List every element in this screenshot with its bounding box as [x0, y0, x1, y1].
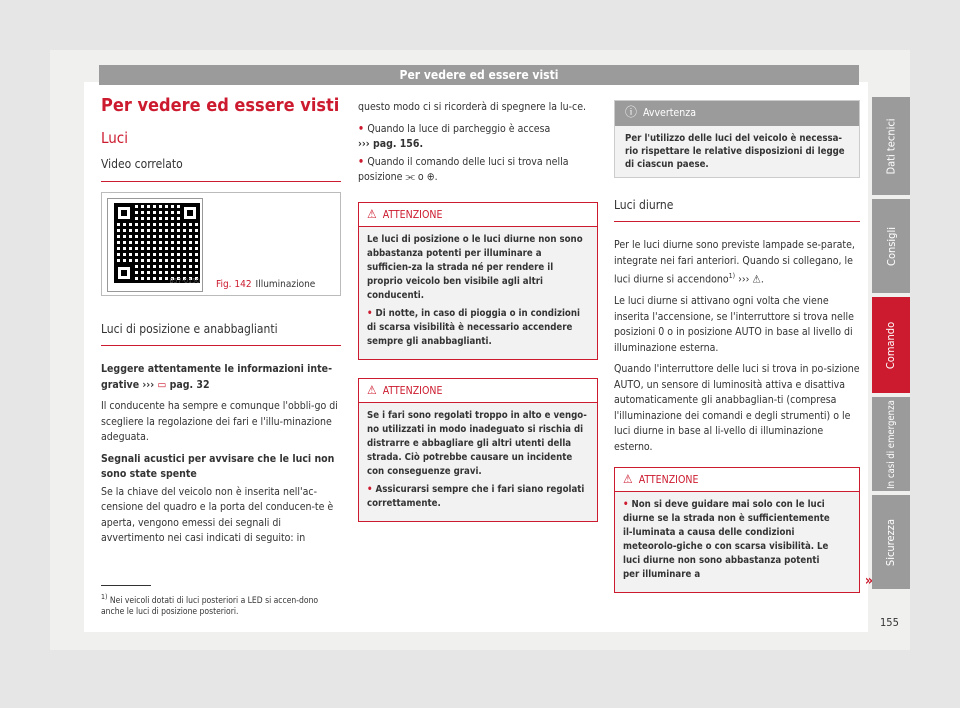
- column-1: [101, 95, 341, 553]
- column-2: [358, 100, 598, 534]
- list-item: • Quando il comando delle luci si trova nella posizione ⫘ o ⊕.: [358, 155, 598, 186]
- paragraph: Per le luci diurne sono previste lampade se-parate, integrate nei fari anteriori. Quando si collegano, le luci diurne si accendono$^{1)}$ ››› ⚠.: [614, 239, 855, 286]
- page-header: Per vedere ed essere visti: [99, 65, 859, 85]
- tab-consigli[interactable]: Consigli: [872, 199, 910, 293]
- warning-box: ⚠ ATTENZIONE Le luci di posizione o le luci diurne non sono abbastanza potenti per illuminare a sufficien-za la strada né per rendere il proprio veicolo ben visibile agli altri conducenti. • Di notte, in caso di pioggia o in condizioni di scarsa visibilità è necessario accendere sempre gli anabbaglianti.: [358, 202, 598, 360]
- paragraph: Il conducente ha sempre e comunque l'obbli-go di scegliere la regolazione dei fari e l'illu-minazione adeguata.: [101, 400, 338, 443]
- section-title: Luci diurne: [614, 198, 860, 223]
- warning-icon: ⚠: [623, 472, 633, 486]
- intro: Leggere attentamente le informazioni inte-grative ››› ▭ pag. 32: [101, 363, 332, 391]
- section-title: Luci di posizione e anabbaglianti: [101, 322, 341, 347]
- page-link[interactable]: ››› pag. 156.: [358, 138, 424, 150]
- page-number: 155: [880, 616, 899, 629]
- figure-id: B57-0150: [169, 277, 200, 285]
- info-icon: ⓘ: [625, 105, 638, 119]
- qr-code[interactable]: [107, 198, 203, 292]
- footnote: $^{1)}$ Nei veicoli dotati di luci posteriori a LED si accen-dono anche le luci di posizione posteriori.: [101, 593, 319, 617]
- paragraph: questo modo ci si ricorderà di spegnere la lu-ce.: [358, 101, 587, 113]
- info-box: ⓘ Avvertenza Per l'utilizzo delle luci del veicolo è necessa-rio rispettare le relative disposizioni di legge di ciascun paese.: [614, 100, 860, 178]
- column-3: [614, 100, 873, 605]
- video-icon: ▭: [157, 378, 167, 391]
- warning-box: ⚠ ATTENZIONE • Non si deve guidare mai solo con le luci diurne se la strada non è sufficientemente il-luminata a causa delle condizioni meteorolo-giche o con scarsa visibilità. Le luci diurne non sono abbastanza potenti per illuminare a »: [614, 467, 860, 593]
- video-title: Video correlato: [101, 157, 341, 182]
- continue-icon: »: [864, 573, 873, 589]
- footnote-rule: [101, 585, 151, 586]
- figure: [101, 192, 341, 296]
- tab-comando[interactable]: Comando: [872, 297, 910, 393]
- paragraph: Le luci diurne si attivano ogni volta che viene inserita l'accensione, se l'interruttore si trova nelle posizioni 0 o in posizione AUTO in base al livello di illuminazione esterna.: [614, 295, 854, 354]
- side-tabs: [872, 97, 910, 593]
- warning-box: ⚠ ATTENZIONE Se i fari sono regolati troppo in alto e vengo-no utilizzati in modo inadeguato si rischia di distrarre e abbagliare gli altri utenti della strada. Ciò potrebbe causare un incidente con conseguenze gravi. • Assicurarsi sempre che i fari siano regolati correttamente.: [358, 378, 598, 522]
- paragraph: Se la chiave del veicolo non è inserita nell'ac-censione del quadro e la porta del conducen-te è aperta, vengono emessi dei segnali di avvertimento nei casi indicati di seguito: in: [101, 485, 334, 544]
- paragraph: Quando l'interruttore delle luci si trova in po-sizione AUTO, un sensore di luminosità attiva e disattiva automaticamente gli anabbaglian-ti (compresa l'illuminazione dei comandi e degli strumenti) o le luci diurne in base al li-vello di illuminazione esterno.: [614, 363, 860, 453]
- list-item: • Quando la luce di parcheggio è accesa ››› pag. 156.: [358, 122, 598, 153]
- figure-caption: Fig. 142 Illuminazione: [216, 279, 316, 290]
- page-link[interactable]: pag. 32: [169, 378, 210, 391]
- tab-sicurezza[interactable]: Sicurezza: [872, 495, 910, 589]
- tab-dati-tecnici[interactable]: Dati tecnici: [872, 97, 910, 195]
- subtitle: Luci: [101, 129, 128, 147]
- page-title: Per vedere ed essere visti: [101, 95, 340, 116]
- subheading: Segnali acustici per avvisare che le luci non sono state spente: [101, 452, 335, 480]
- warning-icon: ⚠: [367, 382, 377, 397]
- warning-icon: ⚠: [367, 206, 377, 221]
- tab-in-casi-di-emergenza[interactable]: In casi di emergenza: [872, 397, 910, 491]
